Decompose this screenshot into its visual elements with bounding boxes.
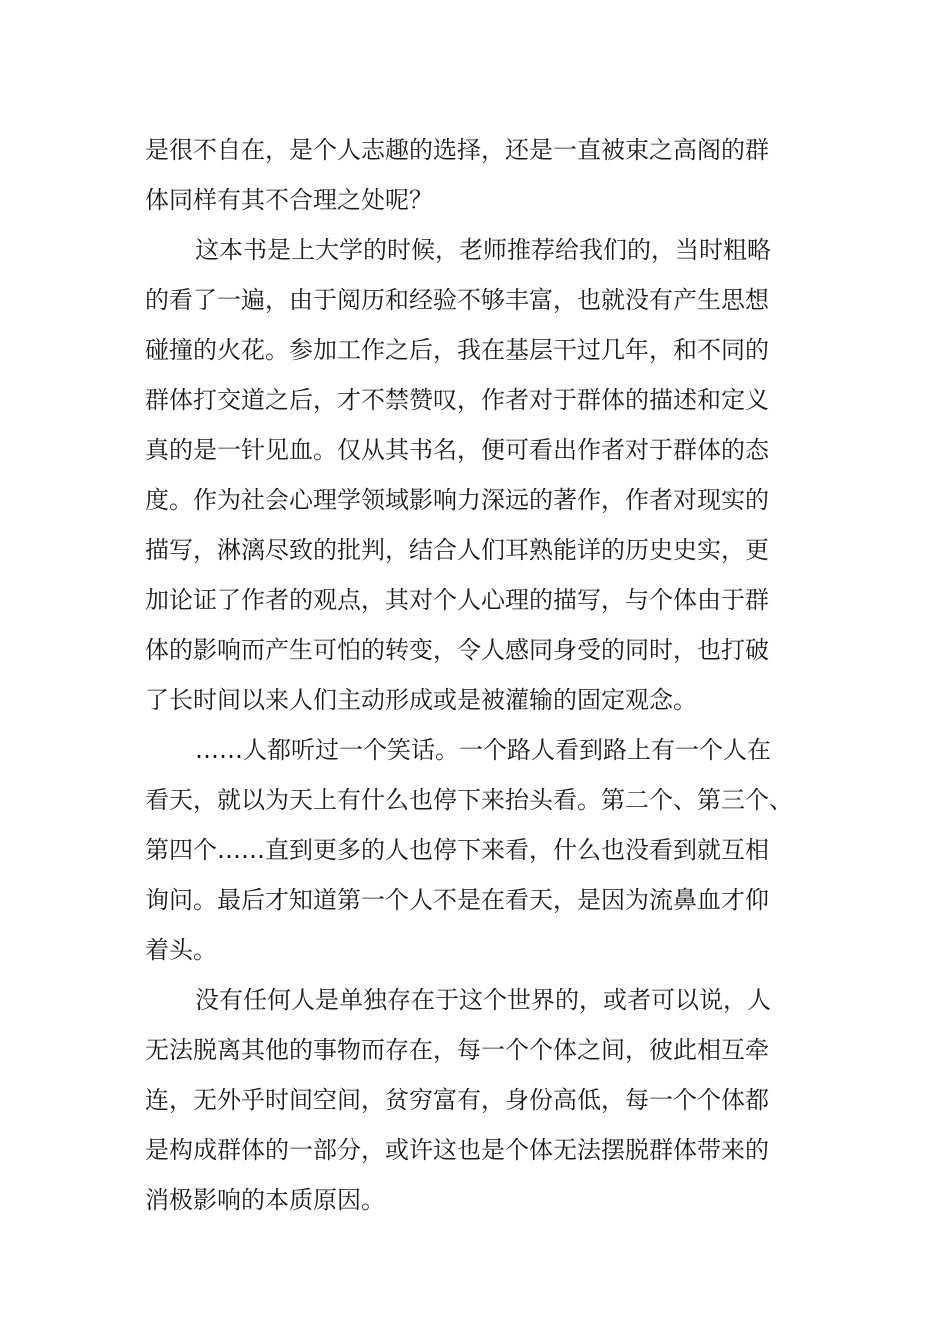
text-line: 着头。 xyxy=(145,936,217,964)
document-body xyxy=(145,125,805,1225)
text-line: 描写，淋漓尽致的批判，结合人们耳熟能详的历史史实，更 xyxy=(145,536,769,564)
text-line: 度。作为社会心理学领域影响力深远的著作，作者对现实的 xyxy=(145,486,769,514)
text-line: 群体打交道之后，才不禁赞叹，作者对于群体的描述和定义 xyxy=(145,386,769,414)
text-line: 碰撞的火花。参加工作之后，我在基层干过几年，和不同的 xyxy=(145,336,769,364)
text-line: 看天，就以为天上有什么也停下来抬头看。第二个、第三个、 xyxy=(145,786,793,814)
text-line: 无法脱离其他的事物而存在，每一个个体之间，彼此相互牵 xyxy=(145,1036,769,1064)
text-line: 加论证了作者的观点，其对个人心理的描写，与个体由于群 xyxy=(145,586,769,614)
text-line: 体的影响而产生可怕的转变，令人感同身受的同时，也打破 xyxy=(145,636,769,664)
paragraph-start-line: 这本书是上大学的时候，老师推荐给我们的，当时粗略 xyxy=(195,236,771,264)
text-line: 连，无外乎时间空间，贫穷富有，身份高低，每一个个体都 xyxy=(145,1086,769,1114)
text-line: 真的是一针见血。仅从其书名，便可看出作者对于群体的态 xyxy=(145,436,769,464)
paragraph-start-line: ……人都听过一个笑话。一个路人看到路上有一个人在 xyxy=(195,736,771,764)
text-line: 的看了一遍，由于阅历和经验不够丰富，也就没有产生思想 xyxy=(145,286,769,314)
text-line: 是很不自在，是个人志趣的选择，还是一直被束之高阁的群 xyxy=(145,136,769,164)
text-line: 消极影响的本质原因。 xyxy=(145,1186,385,1214)
text-line: 第四个……直到更多的人也停下来看，什么也没看到就互相 xyxy=(145,836,769,864)
paragraph-start-line: 没有任何人是单独存在于这个世界的，或者可以说，人 xyxy=(195,986,771,1014)
text-line: 了长时间以来人们主动形成或是被灌输的固定观念。 xyxy=(145,686,697,714)
text-line: 询问。最后才知道第一个人不是在看天，是因为流鼻血才仰 xyxy=(145,886,769,914)
text-line: 是构成群体的一部分，或许这也是个体无法摆脱群体带来的 xyxy=(145,1136,769,1164)
text-line: 体同样有其不合理之处呢？ xyxy=(145,186,433,214)
